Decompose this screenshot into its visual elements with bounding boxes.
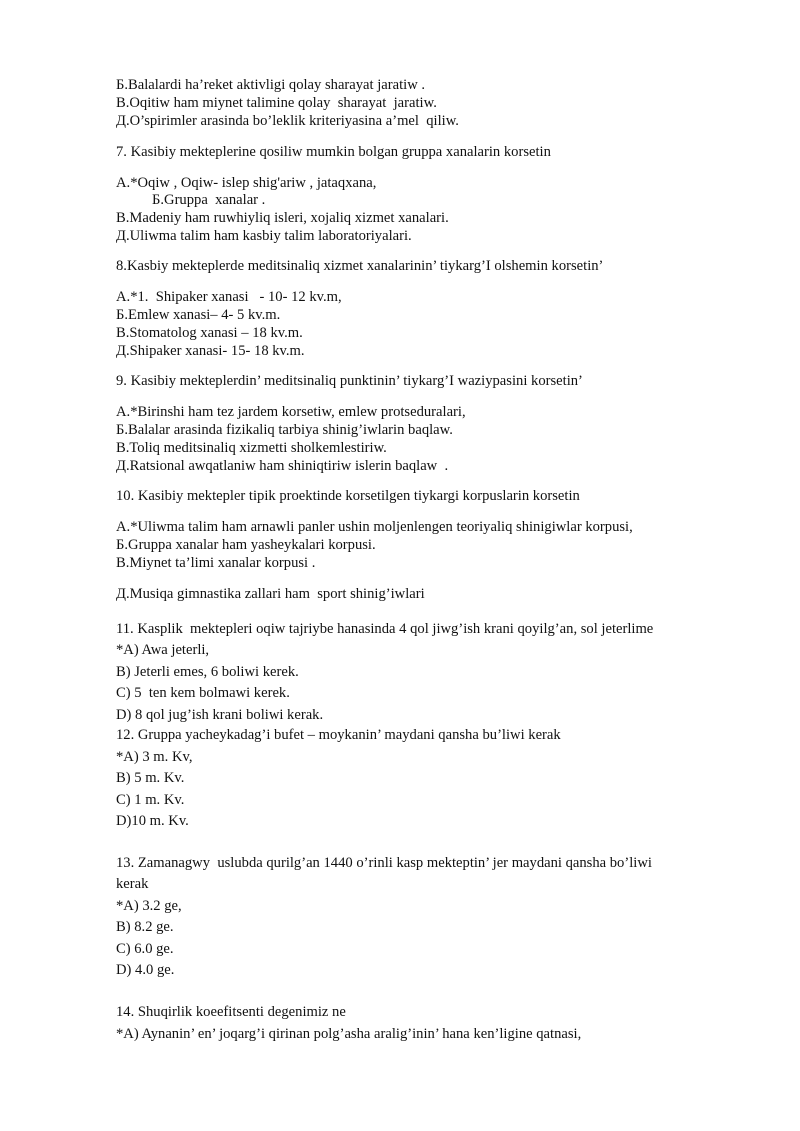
question-8: 8.Kasbiy mekteplerde meditsinaliq xizmet xanalarinin’ tiykarg’I olshemin korsetin’ — [116, 258, 604, 274]
option-line: B) 8.2 ge. — [116, 919, 174, 935]
option-line: A.*Uliwma talim ham arnawli panler ushin moljenlengen teoriyaliq shinigiwlar korpusi, — [116, 519, 633, 535]
option-line: Б.Balalardi ha’reket aktivligi qolay sharayat jaratiw . — [116, 77, 426, 93]
option-line: B.Stomatolog xanasi – 18 kv.m. — [116, 325, 303, 341]
option-line: B.Miynet ta’limi xanalar korpusi . — [116, 555, 316, 571]
question-13-cont: kerak — [116, 876, 149, 892]
option-line: *A) Awa jeterli, — [116, 642, 210, 658]
option-line: Б.Balalar arasinda fizikaliq tarbiya shinig’iwlarin baqlaw. — [116, 422, 453, 438]
option-line: B.Madeniy ham ruwhiyliq isleri, xojaliq xizmet xanalari. — [116, 210, 449, 226]
question-12: 12. Gruppa yacheykadag’i bufet – moykanin’ maydani qansha bu’liwi kerak — [116, 727, 561, 743]
option-line: Б.Gruppa xanalar . — [152, 192, 266, 208]
question-9: 9. Kasibiy mekteplerdin’ meditsinaliq punktinin’ tiykarg’I waziypasini korsetin’ — [116, 373, 583, 389]
option-line: B) 5 m. Kv. — [116, 770, 185, 786]
question-11: 11. Kasplik mektepleri oqiw tajriybe hanasinda 4 qol jiwg’ish krani qoyilg’an, sol jeterlime — [116, 621, 654, 637]
option-line: D) 4.0 ge. — [116, 962, 175, 978]
option-line: A.*Birinshi ham tez jardem korsetiw, emlew protseduralari, — [116, 404, 466, 420]
option-line: *A) Aynanin’ en’ joqarg’i qirinan polg’asha aralig’inin’ hana ken’ligine qatnasi, — [116, 1026, 582, 1042]
option-line: Д.Shipaker xanasi- 15- 18 kv.m. — [116, 343, 305, 359]
question-7: 7. Kasibiy mekteplerine qosiliw mumkin bolgan gruppa xanalarin korsetin — [116, 144, 551, 160]
option-line: B.Oqitiw ham miynet talimine qolay sharayat jaratiw. — [116, 95, 437, 111]
option-line: A.*1. Shipaker xanasi - 10- 12 kv.m, — [116, 289, 342, 305]
option-line: C) 1 m. Kv. — [116, 792, 185, 808]
option-line: D)10 m. Kv. — [116, 813, 189, 829]
option-line: A.*Oqiw , Oqiw- islep shig'ariw , jataqxana, — [116, 175, 377, 191]
option-line: Д.Musiqa gimnastika zallari ham sport shinig’iwlari — [116, 586, 425, 602]
option-line: Д.Ratsional awqatlaniw ham shiniqtiriw islerin baqlaw . — [116, 458, 449, 474]
option-line: Б.Emlew xanasi– 4- 5 kv.m. — [116, 307, 281, 323]
question-14: 14. Shuqirlik koeefitsenti degenimiz ne — [116, 1004, 346, 1020]
option-line: D) 8 qol jug’ish krani boliwi kerak. — [116, 707, 324, 723]
option-line: *A) 3.2 ge, — [116, 898, 182, 914]
option-line: B) Jeterli emes, 6 boliwi kerek. — [116, 664, 299, 680]
option-line: Д.Uliwma talim ham kasbiy talim laboratoriyalari. — [116, 228, 412, 244]
option-line: Б.Gruppa xanalar ham yasheykalari korpusi. — [116, 537, 376, 553]
option-line: *A) 3 m. Kv, — [116, 749, 193, 765]
option-line: C) 6.0 ge. — [116, 941, 174, 957]
option-line: C) 5 ten kem bolmawi kerek. — [116, 685, 290, 701]
question-13: 13. Zamanagwy uslubda qurilg’an 1440 o’rinli kasp mekteptin’ jer maydani qansha bo’liwi — [116, 855, 652, 871]
option-line: Д.O’spirimler arasinda bo’leklik kriteriyasina a’mel qiliw. — [116, 113, 459, 129]
question-10: 10. Kasibiy mektepler tipik proektinde korsetilgen tiykargi korpuslarin korsetin — [116, 488, 580, 504]
option-line: B.Toliq meditsinaliq xizmetti sholkemlestiriw. — [116, 440, 387, 456]
